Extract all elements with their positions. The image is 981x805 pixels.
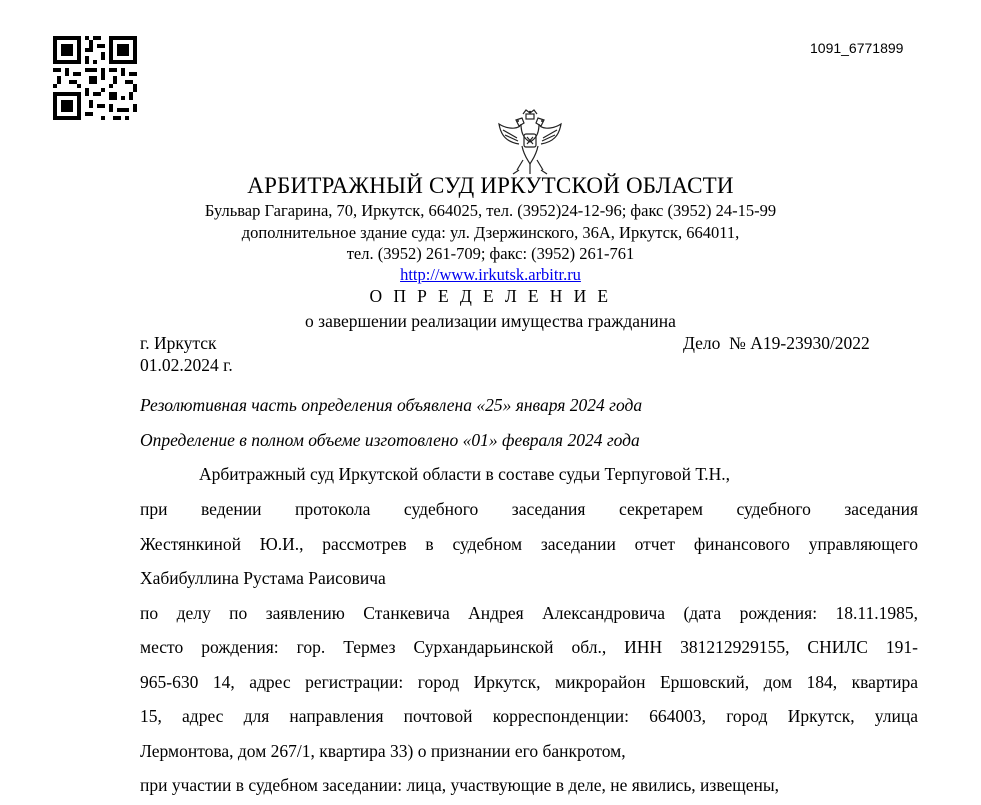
body-line: место рождения: гор. Термез Сурхандарьинской обл., ИНН 381212929155, СНИЛС 191- [140, 637, 918, 657]
city: г. Иркутск [140, 333, 217, 353]
court-name: АРБИТРАЖНЫЙ СУД ИРКУТСКОЙ ОБЛАСТИ [247, 173, 734, 198]
coat-of-arms-icon [493, 108, 567, 178]
document-date: 01.02.2024 г. [140, 355, 233, 375]
case-number: Дело № А19-23930/2022 [683, 333, 870, 353]
resolution-announced-note: Резолютивная часть определения объявлена «25» января 2024 года [140, 395, 643, 415]
body-line: Арбитражный суд Иркутской области в составе судьи Терпуговой Т.Н., [199, 464, 731, 484]
court-website-link[interactable]: http://www.irkutsk.arbitr.ru [400, 265, 581, 284]
document-type-heading: О П Р Е Д Е Л Е Н И Е [369, 286, 612, 306]
body-line: 965-630 14, адрес регистрации: город Иркутск, микрорайон Ершовский, дом 184, квартира [140, 672, 918, 692]
court-address-line-1: Бульвар Гагарина, 70, Иркутск, 664025, тел. (3952)24-12-96; факс (3952) 24-15-99 [204, 201, 777, 220]
body-line: при участии в судебном заседании: лица, участвующие в деле, не явились, извещены, [140, 775, 779, 795]
body-line: 15, адрес для направления почтовой корреспонденции: 664003, город Иркутск, улица [140, 706, 918, 726]
body-line: Жестянкиной Ю.И., рассмотрев в судебном заседании отчет финансового управляющего [140, 534, 918, 554]
body-line: при ведении протокола судебного заседания секретарем судебного заседания [140, 499, 918, 519]
document-subject: о завершении реализации имущества гражданина [305, 311, 676, 331]
court-address-line-2: дополнительное здание суда: ул. Дзержинского, 36А, Иркутск, 664011, [241, 223, 740, 242]
body-line: Лермонтова, дом 267/1, квартира 33) о признании его банкротом, [140, 741, 626, 761]
body-line: Хабибуллина Рустама Раисовича [140, 568, 386, 588]
full-text-prepared-note: Определение в полном объеме изготовлено «01» февраля 2024 года [140, 430, 640, 450]
court-phone-line: тел. (3952) 261-709; факс: (3952) 261-761 [346, 244, 635, 263]
document-id: 1091_6771899 [810, 40, 904, 56]
body-line: по делу по заявлению Станкевича Андрея Александровича (дата рождения: 18.11.1985, [140, 603, 918, 623]
qr-code-icon [52, 36, 138, 120]
